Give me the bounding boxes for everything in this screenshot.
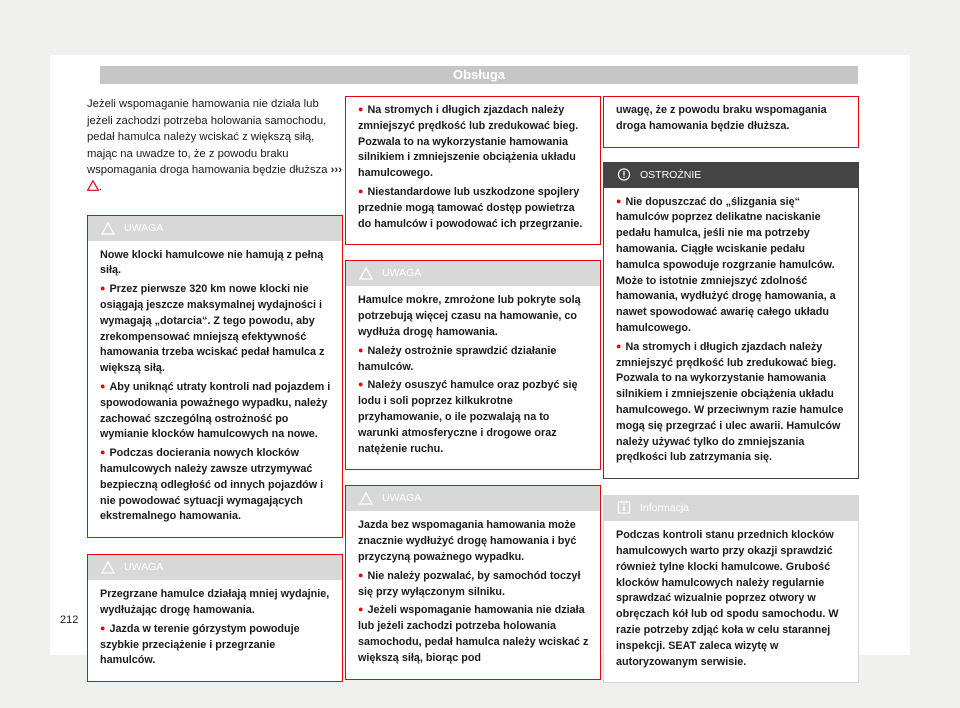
warning-item: ● Przez pierwsze 320 km nowe klocki nie osiągają jeszcze maksymalnej wydajności i wymagają „dotarcia“. Z tego powodu, aby zrekompensować mniejszą efektywność hamowania trzeba wciskać pedał hamulca z większą siłą. [100,282,332,377]
warning-lead: Jazda bez wspomagania hamowania może znacznie wydłużyć drogę hamowania i być przyczyną poważnego wypadku. [358,519,577,563]
intro-arrow: ››› [330,164,342,177]
warning-box-overheated [87,554,343,682]
warning-item: ● Podczas docierania nowych klocków hamulcowych należy zawsze utrzymywać bezpieczną odległość od innych pojazdów i nie powodować sytuacji wymagających ekstremalnego hamowania. [100,446,332,525]
warning-lead: Przegrzane hamulce działają mniej wydajnie, wydłużając drogę hamowania. [100,588,330,616]
warning-item: ● Aby uniknąć utraty kontroli nad pojazdem i spowodowania poważnego wypadku, należy zachować szczególną ostrożność po wymianie klocków hamulcowych na nowe. [100,380,332,443]
warning-triangle-icon [87,180,99,191]
warning-title: UWAGA [124,221,164,234]
warning-header [346,486,600,511]
caution-title: OSTROŻNIE [640,168,702,181]
caution-item: ● Na stromych i długich zjazdach należy zmniejszyć prędkość lub zredukować bieg. Pozwala to na wykorzystanie hamowania silnikiem i zmniejszenie obciążenia układu hamulcowego. W przeciwnym razie hamulce mogą się przegrzać i ulec awarii. Hamulców należy używać tylko do zmniejszania prędkości lub zatrzymania się. [616,340,848,466]
intro-text: Jeżeli wspomaganie hamowania nie działa lub jeżeli zachodzi potrzeba holowania samochodu, pedał hamulca należy wciskać z większą siłą, mając na uwadze to, że z powodu braku wspomagania droga hamowania będzie dłuższa [87,98,328,177]
warning-body [346,97,600,244]
column-1 [87,96,343,682]
caution-icon [617,168,631,181]
warning-title: UWAGA [382,267,422,280]
info-text: Podczas kontroli stanu przednich klocków hamulcowych warto przy okazji sprawdzić również tylne klocki hamulcowe. Grubość klocków hamulcowych należy regularnie sprawdzać wizualnie poprzez otwory w obręczach kół lub od spodu samochodu. W razie potrzeby zdjąć koła w celu starannej inspekcji. SEAT zaleca wizytę w autoryzowanym serwisie. [616,529,839,668]
section-header: Obsługa [100,66,858,84]
warning-body [346,511,600,678]
caution-header [604,163,858,188]
warning-box-no-servo [345,485,601,679]
warning-item: ● Należy osuszyć hamulce oraz pozbyć się lodu i soli poprzez kilkukrotne przyhamowanie, o ile pozwalają na to warunki atmosferyczne i drogowe oraz natężenie ruchu. [358,378,590,457]
warning-box-wet-brakes [345,260,601,470]
warning-title: UWAGA [124,561,164,574]
warning-icon [359,267,373,280]
intro-paragraph: Jeżeli wspomaganie hamowania nie działa lub jeżeli zachodzi potrzeba holowania samochodu, pedał hamulca należy wciskać z większą siłą, mając na uwadze to, że z powodu braku wspomagania droga hamowania będzie dłuższa ››› . [87,98,342,193]
warning-icon [101,222,115,235]
caution-box [603,162,859,480]
column-2 [345,96,601,680]
warning-box-new-pads [87,215,343,539]
warning-title: UWAGA [382,492,422,505]
warning-icon [101,561,115,574]
warning-body [88,241,342,538]
info-box [603,495,859,683]
caution-item: ● Nie dopuszczać do „ślizgania się“ hamulców poprzez delikatne naciskanie pedału hamulca, jeśli nie ma potrzeby hamowania. Ciągłe wciskanie pedału hamulca spowoduje rozgrzanie hamulców. Może to istotnie zmniejszyć zdolność hamowania, wydłużyć drogę hamowania, a nawet spowodować awarię całego układu hamulcowego. [616,195,848,337]
warning-lead: Nowe klocki hamulcowe nie hamują z pełną siłą. [100,248,324,277]
warning-body [604,97,858,147]
info-title: Informacja [640,502,690,515]
warning-body [346,286,600,469]
warning-item: ● Jeżeli wspomaganie hamowania nie działa lub jeżeli zachodzi potrzeba holowania samochodu, pedał hamulca należy wciskać z większą siłą, biorąc pod [358,603,590,666]
caution-body [604,188,858,479]
warning-item: ● Należy ostrożnie sprawdzić działanie hamulców. [358,344,590,376]
warning-body [88,580,342,681]
warning-cont-text: uwagę, że z powodu braku wspomagania droga hamowania będzie dłuższa. [616,104,827,132]
warning-header [88,216,342,241]
warning-item: ● Nie należy pozwalać, by samochód toczył się przy wyłączonym silniku. [358,569,590,601]
column-3 [603,96,859,683]
warning-item: ● Niestandardowe lub uszkodzone spojlery przednie mogą tamować dostęp powietrza do hamulców i powodować ich przegrzanie. [358,185,590,232]
info-header [604,496,858,521]
warning-item: ● Na stromych i długich zjazdach należy zmniejszyć prędkość lub zredukować bieg. Pozwala to na wykorzystanie hamowania silnikiem i zmniejszenie obciążenia układu hamulcowego. [358,103,590,182]
page-number: 212 [60,614,79,626]
info-body [604,521,858,682]
warning-box-continued [345,96,601,245]
warning-header [88,555,342,580]
warning-header [346,261,600,286]
warning-item: ● Jazda w terenie górzystym powoduje szybkie przeciążenie i przegrzanie hamulców. [100,622,332,669]
warning-lead: Hamulce mokre, zmrożone lub pokryte solą potrzebują więcej czasu na hamowanie, co wydłuża drogę hamowania. [358,294,581,338]
warning-icon [359,492,373,505]
warning-box-continued [603,96,859,148]
info-icon [617,501,631,514]
